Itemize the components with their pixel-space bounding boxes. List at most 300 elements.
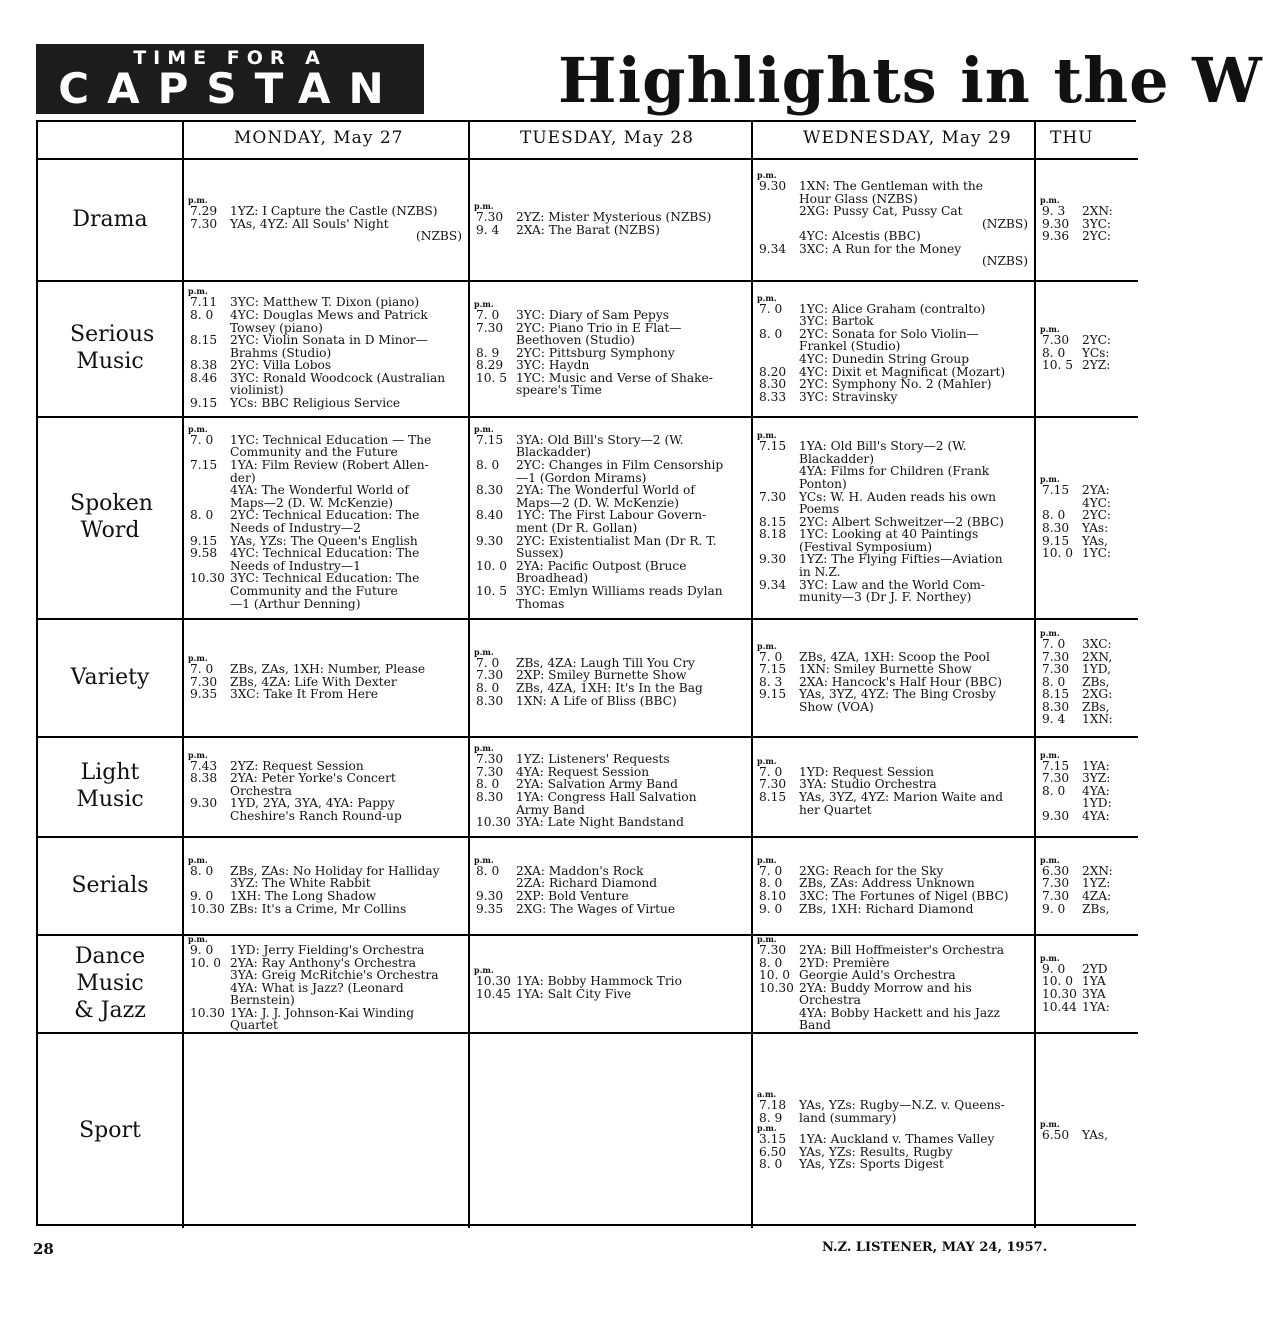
schedule-cell xyxy=(188,933,466,1033)
programme-entry xyxy=(474,585,749,598)
programme-time: 8.15 xyxy=(190,333,218,348)
programme-time xyxy=(474,522,516,535)
day-header: MONDAY, May 27 xyxy=(234,128,404,148)
programme-title: (NZBS) xyxy=(982,216,1028,231)
programme-title: 3YC: Ronald Woodcock (Australian xyxy=(230,370,446,385)
programme-time: 8. 0 xyxy=(1042,345,1066,360)
programme-time xyxy=(757,230,799,243)
programme-time: 10.30 xyxy=(190,1005,225,1020)
programme-entry xyxy=(474,598,749,611)
programme-time: 8.29 xyxy=(476,358,504,373)
programme-title: Quartet xyxy=(230,1018,278,1033)
programme-entry xyxy=(1040,1129,1112,1142)
programme-title: 1YD, 2YA, 3YA, 4YA: Pappy xyxy=(230,796,395,811)
programme-title: 2YA: Ray Anthony's Orchestra xyxy=(230,955,417,970)
programme-title: 3YC: Stravinsky xyxy=(799,389,898,404)
programme-title: 1YD: Jerry Fielding's Orchestra xyxy=(230,942,425,957)
programme-entry xyxy=(188,598,466,611)
programme-entry xyxy=(757,180,1032,193)
category-label xyxy=(38,934,182,1032)
time-period-label: p.m. xyxy=(188,854,208,865)
programme-time: 7. 0 xyxy=(759,863,783,878)
programme-title: 2XG: xyxy=(1082,687,1113,702)
programme-title: 2YA: Pacific Outpost (Bruce xyxy=(516,558,687,573)
programme-time xyxy=(757,255,799,268)
programme-time xyxy=(757,478,799,491)
programme-time: 10.45 xyxy=(476,987,511,1001)
programme-title: 2XG: Pussy Cat, Pussy Cat xyxy=(799,204,963,219)
programme-time: 9.15 xyxy=(1042,533,1070,548)
programme-title: YAs, YZs: Sports Digest xyxy=(799,1157,944,1172)
category-label xyxy=(38,618,182,736)
programme-title: (NZBS) xyxy=(416,229,462,244)
programme-title: 4YA: xyxy=(1082,808,1110,823)
programme-entry xyxy=(188,585,466,598)
programme-time xyxy=(757,566,799,579)
programme-time: 10.30 xyxy=(1042,987,1077,1001)
programme-entry xyxy=(188,772,466,785)
schedule-cell xyxy=(188,1035,466,1226)
time-period-label: p.m. xyxy=(1040,195,1060,206)
programme-title: 1YA: Congress Hall Salvation xyxy=(516,790,697,804)
programme-time: 9.34 xyxy=(759,241,787,256)
programme-title: 1XH: The Long Shadow xyxy=(230,889,377,903)
programme-title: YAs, YZs: Results, Rugby xyxy=(799,1144,953,1159)
schedule-cell xyxy=(757,839,1032,932)
programme-entry xyxy=(188,903,466,916)
time-period-label: p.m. xyxy=(1040,474,1060,485)
programme-time: 7. 0 xyxy=(476,655,500,670)
programme-entry xyxy=(1040,772,1116,785)
programme-title: 1YA: Film Review (Robert Allen- xyxy=(230,458,429,473)
programme-title: 4YC: xyxy=(1082,495,1112,510)
programme-title: 4YC: Alcestis (BBC) xyxy=(799,229,921,244)
programme-entry xyxy=(474,988,749,1001)
programme-time: 10. 5 xyxy=(476,370,508,385)
programme-title: YAs, 3YZ, 4YZ: The Bing Crosby xyxy=(799,687,996,702)
programme-time xyxy=(188,472,230,485)
programme-entry xyxy=(474,890,749,903)
category-text: Variety xyxy=(70,664,150,690)
programme-entry xyxy=(188,890,466,903)
row-divider xyxy=(38,416,1138,418)
programme-title: 1YA: Salt City Five xyxy=(516,987,632,1001)
day-header: WEDNESDAY, May 29 xyxy=(803,128,1012,148)
programme-title: 2XA: Maddon's Rock xyxy=(516,863,644,878)
programme-title: 4YC: Dixit et Magnificat (Mozart) xyxy=(799,364,1006,379)
programme-entry xyxy=(474,547,749,560)
programme-entry xyxy=(757,205,1032,218)
programme-title: land (summary) xyxy=(799,1110,897,1125)
programme-time: 7.30 xyxy=(759,777,787,792)
programme-title: Towsey (piano) xyxy=(230,320,323,335)
programme-title: Ponton) xyxy=(799,476,847,491)
programme-time: 3.15 xyxy=(759,1132,787,1147)
programme-title: ZBs, ZAs: No Holiday for Halliday xyxy=(230,863,440,878)
programme-time: 9.15 xyxy=(190,533,218,548)
category-label xyxy=(38,1032,182,1228)
programme-entry xyxy=(188,688,466,701)
time-period-label: p.m. xyxy=(757,169,777,180)
category-text: Light Music xyxy=(76,760,144,812)
programme-title: 2YC: Pittsburg Symphony xyxy=(516,345,675,360)
programme-title: 3YA xyxy=(1082,987,1106,1001)
programme-entry xyxy=(1040,903,1117,916)
programme-title: 3YC: Law and the World Com- xyxy=(799,577,985,592)
programme-title: 1XN: xyxy=(1082,712,1113,727)
programme-time xyxy=(188,230,230,243)
programme-time: 7.30 xyxy=(1042,649,1070,664)
programme-entry xyxy=(757,994,1032,1007)
programme-entry xyxy=(757,1019,1032,1032)
programme-title: munity—3 (Dr J. F. Northey) xyxy=(799,590,972,605)
programme-time xyxy=(474,334,516,347)
programme-entry xyxy=(188,547,466,560)
programme-title: Show (VOA) xyxy=(799,699,874,714)
programme-time xyxy=(757,591,799,604)
programme-time: 6.50 xyxy=(1042,1127,1070,1142)
programme-title: 1YD: Request Session xyxy=(799,764,934,779)
schedule-cell xyxy=(1040,839,1117,932)
programme-title: 1YC: Technical Education — The xyxy=(230,432,432,447)
programme-time: 9.30 xyxy=(476,889,504,903)
time-period-label: p.m. xyxy=(474,646,494,657)
programme-entry xyxy=(757,478,1032,491)
programme-entry xyxy=(474,522,749,535)
programme-entry xyxy=(1040,988,1114,1001)
programme-title: ZBs, ZAs: Address Unknown xyxy=(799,876,975,891)
programme-entry xyxy=(1040,359,1115,372)
programme-entry xyxy=(188,522,466,535)
time-period-label: p.m. xyxy=(757,854,777,865)
programme-time: 8.46 xyxy=(190,370,218,385)
programme-title: 1YC: Looking at 40 Paintings xyxy=(799,527,979,542)
programme-entry xyxy=(188,309,466,322)
category-label xyxy=(38,836,182,934)
programme-time: 10. 0 xyxy=(476,558,508,573)
programme-title: 3XC: Take It From Here xyxy=(230,687,378,702)
programme-title: YAs, YZs: The Queen's English xyxy=(230,533,418,548)
programme-title: 2YA: Buddy Morrow and his xyxy=(799,980,972,995)
programme-entry xyxy=(1040,522,1115,535)
programme-time: 10. 5 xyxy=(1042,358,1074,373)
programme-title: 2YC: xyxy=(1082,229,1112,244)
time-period-label: p.m. xyxy=(188,933,208,944)
schedule-cell xyxy=(474,419,749,616)
schedule-cell xyxy=(474,621,749,734)
programme-time: 8.10 xyxy=(759,889,787,903)
programme-time: 8. 0 xyxy=(190,307,214,322)
time-period-label: p.m. xyxy=(474,965,494,976)
publication-credit: N.Z. LISTENER, MAY 24, 1957. xyxy=(822,1240,1048,1255)
programme-entry xyxy=(188,663,466,676)
programme-title: Blackadder) xyxy=(799,451,874,466)
programme-time: 8. 0 xyxy=(476,863,500,878)
time-period-label: p.m. xyxy=(474,423,494,434)
programme-time: 8. 0 xyxy=(190,508,214,523)
programme-title: 2YA: xyxy=(1082,483,1110,498)
programme-title: 3YC: Matthew T. Dixon (piano) xyxy=(230,295,420,310)
programme-entry xyxy=(474,695,749,708)
programme-time: 9.30 xyxy=(1042,216,1070,231)
programme-title: 3XC: The Fortunes of Nigel (BBC) xyxy=(799,889,1009,903)
programme-title: 1YA xyxy=(1082,974,1106,989)
programme-title: 2YZ: Request Session xyxy=(230,758,364,773)
programme-title: 2YC: Existentialist Man (Dr R. T. xyxy=(516,533,717,548)
programme-title: 2ZA: Richard Diamond xyxy=(516,876,658,891)
programme-title: Maps—2 (D. W. McKenzie) xyxy=(230,495,394,510)
programme-time: 10. 0 xyxy=(1042,974,1074,989)
programme-title: 1YC: xyxy=(1082,546,1112,561)
programme-title: YAs, xyxy=(1082,533,1109,548)
programme-title: 1YZ: I Capture the Castle (NZBS) xyxy=(230,204,438,219)
programme-title: 1YA: Auckland v. Thames Valley xyxy=(799,1132,995,1147)
schedule-cell xyxy=(188,739,466,834)
category-text: Serials xyxy=(71,872,149,898)
programme-time: 9.35 xyxy=(190,687,218,702)
schedule-cell xyxy=(1040,419,1115,616)
programme-time xyxy=(188,969,230,982)
programme-entry xyxy=(188,810,466,823)
programme-time: 9. 0 xyxy=(190,942,214,957)
programme-title: 4ZA: xyxy=(1082,889,1112,903)
programme-title: 3XC: A Run for the Money xyxy=(799,241,962,256)
programme-time xyxy=(188,810,230,823)
programme-title: 1YA: J. J. Johnson-Kai Winding xyxy=(230,1005,415,1020)
programme-title: Hour Glass (NZBS) xyxy=(799,191,918,206)
programme-entry xyxy=(1040,797,1116,810)
programme-time: 9. 4 xyxy=(476,223,500,237)
programme-title: 3YC: xyxy=(1082,216,1112,231)
programme-time xyxy=(757,994,799,1007)
programme-time: 8. 0 xyxy=(190,863,214,878)
programme-title: Frankel (Studio) xyxy=(799,339,901,354)
programme-time: 8. 3 xyxy=(759,674,783,689)
programme-time: 10.30 xyxy=(190,901,225,916)
programme-time: 10.30 xyxy=(476,974,511,989)
time-period-label: p.m. xyxy=(474,201,494,212)
programme-title: 2XN: xyxy=(1082,204,1113,219)
programme-entry xyxy=(188,334,466,347)
time-period-label: p.m. xyxy=(474,743,494,754)
programme-title: Broadhead) xyxy=(516,571,589,586)
programme-entry xyxy=(757,391,1032,404)
programme-title: Maps—2 (D. W. McKenzie) xyxy=(516,495,680,510)
programme-time: 8. 9 xyxy=(759,1110,783,1125)
programme-title: 3YC: Emlyn Williams reads Dylan xyxy=(516,583,723,598)
programme-entry xyxy=(757,591,1032,604)
schedule-cell xyxy=(1040,937,1114,1030)
programme-time xyxy=(474,547,516,560)
programme-time xyxy=(757,205,799,218)
programme-title: Orchestra xyxy=(230,783,292,798)
category-label xyxy=(38,736,182,836)
category-label xyxy=(38,158,182,280)
programme-time: 9.15 xyxy=(759,687,787,702)
schedule-cell xyxy=(1040,283,1115,414)
programme-entry xyxy=(474,682,749,695)
programme-time: 7.30 xyxy=(190,216,218,231)
programme-entry xyxy=(474,309,749,322)
programme-time xyxy=(757,701,799,714)
programme-time xyxy=(474,598,516,611)
programme-entry xyxy=(757,378,1032,391)
programme-title: 3YC: Bartok xyxy=(799,314,874,329)
programme-entry xyxy=(474,484,749,497)
programme-title: 1YZ: The Flying Fifties—Aviation xyxy=(799,552,1003,567)
programme-time: 10. 0 xyxy=(190,955,222,970)
programme-title: YAs: xyxy=(1082,521,1109,535)
time-period-label: p.m. xyxy=(188,653,208,664)
programme-time: 9. 0 xyxy=(1042,901,1066,916)
programme-entry xyxy=(757,890,1032,903)
programme-time xyxy=(188,484,230,497)
programme-entry xyxy=(757,969,1032,982)
programme-title: 2XN: xyxy=(1082,863,1113,878)
programme-time: 7.30 xyxy=(759,489,787,504)
programme-time: 7.15 xyxy=(759,662,787,677)
programme-time: 8.30 xyxy=(759,377,787,392)
schedule-cell xyxy=(474,1035,749,1226)
time-period-label: p.m. xyxy=(1040,854,1060,865)
time-period-label: p.m. xyxy=(188,286,208,297)
programme-time xyxy=(757,804,799,817)
row-divider xyxy=(38,158,1138,160)
programme-time: 9.15 xyxy=(190,396,218,411)
schedule-cell xyxy=(757,621,1032,734)
programme-title: Bernstein) xyxy=(230,993,295,1008)
schedule-cell xyxy=(757,161,1032,278)
programme-time: 10. 0 xyxy=(759,968,791,983)
programme-time: 9. 4 xyxy=(1042,712,1066,727)
programme-title: (NZBS) xyxy=(982,254,1028,269)
programme-time xyxy=(757,353,799,366)
time-period-label: p.m. xyxy=(757,933,777,944)
programme-title: ZBs, 1XH: Richard Diamond xyxy=(799,901,974,916)
category-text: Serious Music xyxy=(70,322,155,374)
programme-entry xyxy=(474,903,749,916)
programme-title: ZBs, 4ZA, 1XH: It's In the Bag xyxy=(516,681,703,695)
programme-time: 7.30 xyxy=(190,674,218,689)
programme-time xyxy=(757,1019,799,1032)
time-period-label: p.m. xyxy=(188,749,208,760)
programme-title: 4YA: The Wonderful World of xyxy=(230,483,409,498)
programme-time: 7. 0 xyxy=(759,301,783,316)
programme-entry xyxy=(188,459,466,472)
programme-title: 2YC: xyxy=(1082,333,1112,348)
programme-entry xyxy=(1040,663,1117,676)
programme-title: 2YA: Peter Yorke's Concert xyxy=(230,771,396,786)
programme-title: ZBs, xyxy=(1082,699,1110,714)
programme-time: 9.34 xyxy=(759,577,787,592)
programme-entry xyxy=(474,791,749,804)
programme-title: 1YC: Alice Graham (contralto) xyxy=(799,301,986,316)
programme-title: YAs, YZs: Rugby—N.Z. v. Queens- xyxy=(799,1098,1005,1113)
programme-title: Thomas xyxy=(516,596,565,611)
schedule-cell xyxy=(1040,1035,1112,1226)
programme-time: 7.30 xyxy=(1042,889,1070,903)
programme-title: 2XG: The Wages of Virtue xyxy=(516,901,676,916)
time-period-label: p.m. xyxy=(757,430,777,441)
programme-entry xyxy=(188,230,466,243)
programme-entry xyxy=(757,353,1032,366)
programme-time: 7.29 xyxy=(190,204,218,219)
programme-time: 9. 0 xyxy=(1042,961,1066,976)
programme-title: Cheshire's Ranch Round-up xyxy=(230,808,402,823)
programme-title: 2YZ: Mister Mysterious (NZBS) xyxy=(516,210,712,225)
programme-time xyxy=(757,218,799,231)
programme-time: 10. 5 xyxy=(476,583,508,598)
row-divider xyxy=(38,1032,1138,1034)
programme-entry xyxy=(1040,713,1117,726)
time-period-label: p.m. xyxy=(188,195,208,206)
time-period-label: p.m. xyxy=(1040,749,1060,760)
programme-title: YCs: W. H. Auden reads his own xyxy=(799,489,997,504)
column-divider xyxy=(751,122,753,1228)
programme-time: 8. 0 xyxy=(759,955,783,970)
programme-time: 8.38 xyxy=(190,771,218,786)
programme-time: 8.30 xyxy=(476,693,504,708)
programme-title: 1YC: Music and Verse of Shake- xyxy=(516,370,713,385)
programme-time: 7.30 xyxy=(476,210,504,225)
programme-entry xyxy=(757,944,1032,957)
programme-title: 3YZ: xyxy=(1082,771,1111,786)
schedule-cell xyxy=(1040,621,1117,734)
programme-entry xyxy=(188,994,466,1007)
programme-title: violinist) xyxy=(230,383,284,398)
programme-title: ZBs, ZAs, 1XH: Number, Please xyxy=(230,662,426,677)
schedule-cell xyxy=(757,1035,1032,1226)
programme-time: 7.11 xyxy=(190,295,218,310)
schedule-cell xyxy=(188,839,466,932)
column-divider xyxy=(1034,122,1036,1228)
programme-time: 9. 3 xyxy=(1042,204,1066,219)
programme-title: Beethoven (Studio) xyxy=(516,333,635,348)
programme-title: Needs of Industry—2 xyxy=(230,521,361,535)
programme-time xyxy=(757,193,799,206)
programme-title: 2YA: The Wonderful World of xyxy=(516,483,695,498)
programme-title: 1YC: The First Labour Govern- xyxy=(516,508,707,523)
programme-time: 7.30 xyxy=(476,752,504,767)
programme-time: 7. 0 xyxy=(759,649,783,664)
category-label xyxy=(38,416,182,618)
programme-title: Band xyxy=(799,1018,831,1033)
programme-time: 8. 0 xyxy=(1042,674,1066,689)
programme-entry xyxy=(188,484,466,497)
schedule-cell xyxy=(474,937,749,1030)
programme-title: Community and the Future xyxy=(230,583,398,598)
programme-entry xyxy=(757,688,1032,701)
programme-entry xyxy=(757,1158,1032,1171)
programme-title: 1XN: A Life of Bliss (BBC) xyxy=(516,693,677,708)
programme-entry xyxy=(474,224,749,237)
programme-time: 7. 0 xyxy=(1042,636,1066,651)
programme-title: 2YC: Technical Education: The xyxy=(230,508,420,523)
programme-title: YCs: BBC Religious Service xyxy=(230,396,401,411)
row-divider xyxy=(38,736,1138,738)
programme-entry xyxy=(188,797,466,810)
programme-title: her Quartet xyxy=(799,802,872,817)
time-period-label: p.m. xyxy=(1040,324,1060,335)
programme-time: 6.30 xyxy=(1042,863,1070,878)
programme-title: Army Band xyxy=(516,802,585,817)
programme-title: 2XA: Hancock's Half Hour (BBC) xyxy=(799,674,1003,689)
programme-time: 8. 0 xyxy=(476,681,500,695)
time-period-label: p.m. xyxy=(757,292,777,303)
programme-entry xyxy=(1040,547,1115,560)
programme-entry xyxy=(1040,810,1116,823)
schedule-cell xyxy=(474,839,749,932)
